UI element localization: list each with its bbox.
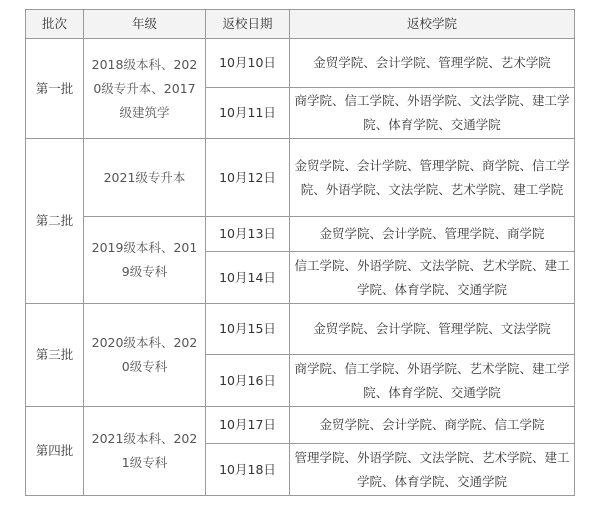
college-cell: 金贸学院、会计学院、管理学院、商学院 [290, 217, 575, 252]
table-row [26, 217, 575, 252]
header-batch: 批次 [26, 10, 84, 39]
date-cell: 10月15日 [206, 304, 290, 355]
grade-cell: 2019级本科、2019级专科 [84, 217, 206, 304]
batch-cell: 第四批 [26, 407, 84, 496]
date-cell: 10月18日 [206, 444, 290, 496]
batch-cell: 第三批 [26, 304, 84, 407]
college-cell: 商学院、信工学院、外语学院、文法学院、建工学院、体育学院、交通学院 [290, 88, 575, 139]
college-cell: 商学院、信工学院、外语学院、艺术学院、建工学院、体育学院、交通学院 [290, 355, 575, 407]
date-cell: 10月14日 [206, 252, 290, 304]
date-cell: 10月13日 [206, 217, 290, 252]
batch-cell: 第一批 [26, 39, 84, 139]
header-date: 返校日期 [206, 10, 290, 39]
college-cell: 信工学院、外语学院、文法学院、艺术学院、建工学院、体育学院、交通学院 [290, 252, 575, 304]
grade-cell: 2018级本科、2020级专升本、2017级建筑学 [84, 39, 206, 139]
date-cell: 10月11日 [206, 88, 290, 139]
batch-cell: 第二批 [26, 139, 84, 304]
college-cell: 金贸学院、会计学院、管理学院、商学院、信工学院、外语学院、文法学院、艺术学院、建工学院 [290, 139, 575, 217]
date-cell: 10月16日 [206, 355, 290, 407]
college-cell: 管理学院、外语学院、文法学院、艺术学院、建工学院、体育学院、交通学院 [290, 444, 575, 496]
table-header-row [26, 10, 575, 39]
header-college: 返校学院 [290, 10, 575, 39]
table-row [26, 39, 575, 88]
college-cell: 金贸学院、会计学院、管理学院、文法学院 [290, 304, 575, 355]
date-cell: 10月10日 [206, 39, 290, 88]
table-row [26, 304, 575, 355]
table-row [26, 407, 575, 444]
date-cell: 10月17日 [206, 407, 290, 444]
grade-cell: 2021级本科、2021级专科 [84, 407, 206, 496]
grade-cell: 2020级本科、2020级专科 [84, 304, 206, 407]
header-grade: 年级 [84, 10, 206, 39]
college-cell: 金贸学院、会计学院、商学院、信工学院 [290, 407, 575, 444]
grade-cell: 2021级专升本 [84, 139, 206, 217]
college-cell: 金贸学院、会计学院、管理学院、艺术学院 [290, 39, 575, 88]
date-cell: 10月12日 [206, 139, 290, 217]
return-schedule-table [25, 9, 575, 496]
table-row [26, 139, 575, 217]
